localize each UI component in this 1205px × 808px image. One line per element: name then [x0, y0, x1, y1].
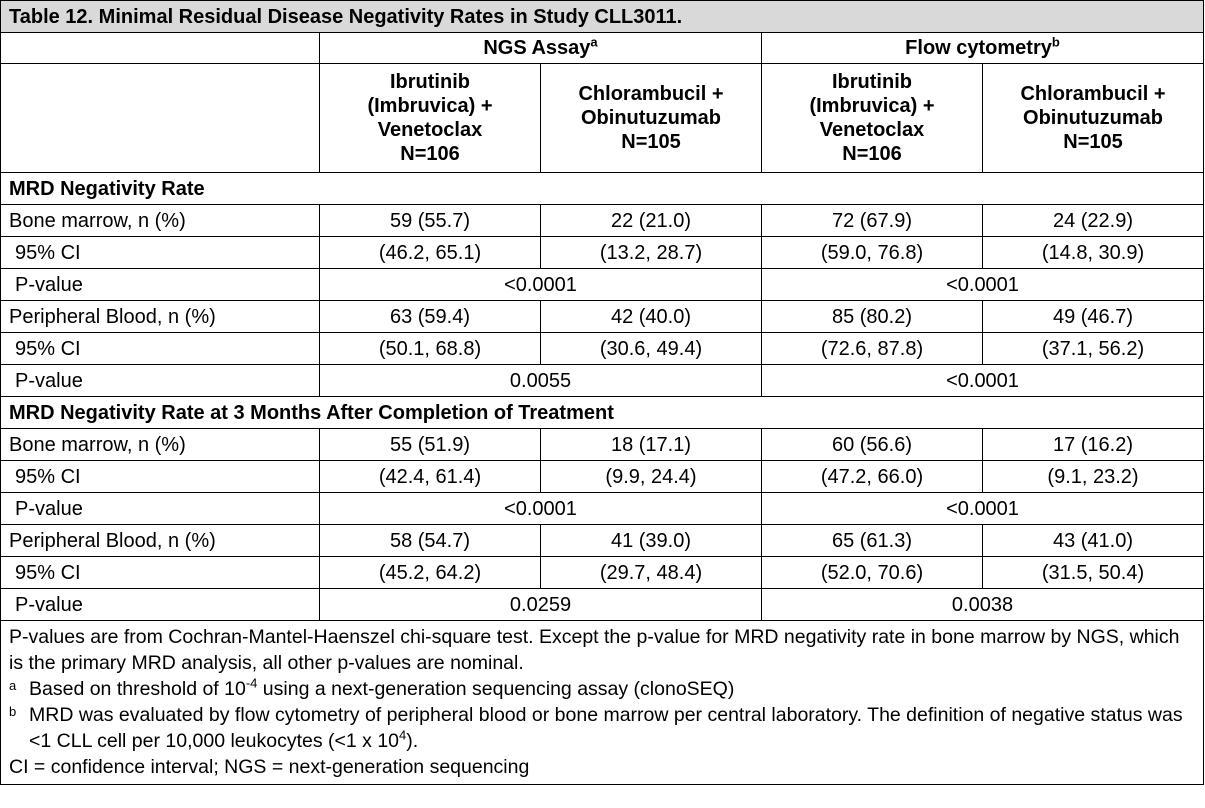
row-label: Bone marrow, n (%)	[1, 205, 320, 237]
table-cell: 85 (80.2)	[762, 301, 983, 333]
column-header-line: Venetoclax	[819, 119, 925, 141]
table-cell: 49 (46.7)	[983, 301, 1204, 333]
table-row	[1, 269, 1204, 301]
pvalue-cell: 0.0259	[320, 589, 762, 621]
table-cell: 65 (61.3)	[762, 525, 983, 557]
table-cell: (45.2, 64.2)	[320, 557, 541, 589]
group-label: Flow cytometry	[905, 37, 1052, 59]
table-row	[1, 205, 1204, 237]
table-cell: 59 (55.7)	[320, 205, 541, 237]
table-cell: 41 (39.0)	[541, 525, 762, 557]
table-cell: 42 (40.0)	[541, 301, 762, 333]
table-cell: 22 (21.0)	[541, 205, 762, 237]
row-label: P-value	[1, 589, 320, 621]
table-cell: (30.6, 49.4)	[541, 333, 762, 365]
table-row	[1, 493, 1204, 525]
exponent: 4	[399, 727, 407, 743]
footnote-marker: b	[9, 704, 17, 719]
column-header-line: Venetoclax	[377, 119, 483, 141]
column-header-line: N=105	[1063, 131, 1123, 153]
section-header: MRD Negativity Rate at 3 Months After Completion of Treatment	[1, 397, 1204, 429]
row-label: 95% CI	[1, 237, 320, 269]
pvalue-cell: 0.0055	[320, 365, 762, 397]
table-row	[1, 301, 1204, 333]
row-label: P-value	[1, 269, 320, 301]
footnote-text: MRD was evaluated by flow cytometry of peripheral blood or bone marrow per central laboratory. The definition of negative status was <1 CLL cell per 10,000 leukocytes (<1 x 10	[29, 704, 1183, 752]
table-cell: (31.5, 50.4)	[983, 557, 1204, 589]
column-header-line: (Imbruvica) +	[809, 95, 935, 117]
group-label: NGS Assay	[483, 37, 591, 59]
group-header-flow	[762, 33, 1204, 64]
row-label: 95% CI	[1, 333, 320, 365]
column-header-line: N=106	[400, 143, 460, 165]
table-title: Table 12. Minimal Residual Disease Negativity Rates in Study CLL3011.	[1, 1, 1204, 33]
column-header-line: Ibrutinib	[390, 71, 470, 93]
header-blank	[1, 33, 320, 64]
column-header	[762, 64, 983, 173]
section-header: MRD Negativity Rate	[1, 173, 1204, 205]
table-cell: (72.6, 87.8)	[762, 333, 983, 365]
table-cell: 60 (56.6)	[762, 429, 983, 461]
column-header	[541, 64, 762, 173]
column-header	[983, 64, 1204, 173]
footnote-marker: a	[9, 678, 17, 693]
table-cell: (9.1, 23.2)	[983, 461, 1204, 493]
table-cell: (47.2, 66.0)	[762, 461, 983, 493]
column-header-line: Chlorambucil +	[1020, 83, 1166, 105]
column-header-line: N=106	[842, 143, 902, 165]
column-header-line: Chlorambucil +	[578, 83, 724, 105]
table-row	[1, 365, 1204, 397]
pvalue-cell: <0.0001	[762, 493, 1204, 525]
column-header-line: Ibrutinib	[832, 71, 912, 93]
footnote-text: using a next-generation sequencing assay (clonoSEQ)	[257, 678, 735, 700]
table-row	[1, 237, 1204, 269]
table-cell: 43 (41.0)	[983, 525, 1204, 557]
row-label: Bone marrow, n (%)	[1, 429, 320, 461]
column-header-line: (Imbruvica) +	[367, 95, 493, 117]
table-footnotes	[1, 621, 1204, 785]
row-label: P-value	[1, 365, 320, 397]
table-cell: 63 (59.4)	[320, 301, 541, 333]
table-cell: (50.1, 68.8)	[320, 333, 541, 365]
table-row	[1, 461, 1204, 493]
pvalue-cell: <0.0001	[762, 365, 1204, 397]
table-cell: 18 (17.1)	[541, 429, 762, 461]
table-cell: 58 (54.7)	[320, 525, 541, 557]
abbreviations-note: CI = confidence interval; NGS = next-generation sequencing	[9, 756, 530, 778]
column-header	[320, 64, 541, 173]
pvalue-cell: <0.0001	[762, 269, 1204, 301]
footnote-b	[9, 702, 1195, 754]
row-label: P-value	[1, 493, 320, 525]
table-cell: 17 (16.2)	[983, 429, 1204, 461]
footnote-marker: b	[1051, 34, 1060, 50]
footnote-text: ).	[406, 730, 419, 752]
table-cell: (14.8, 30.9)	[983, 237, 1204, 269]
column-header-blank	[1, 64, 320, 173]
pvalue-note: P-values are from Cochran-Mantel-Haenszel chi-square test. Except the p-value for MRD negativity rate in bone marrow by NGS, which is the primary MRD analysis, all other p-values are nominal.	[9, 626, 1180, 674]
exponent: -4	[245, 675, 258, 691]
column-header-line: N=105	[621, 131, 681, 153]
table-row	[1, 525, 1204, 557]
table-cell: (52.0, 70.6)	[762, 557, 983, 589]
row-label: 95% CI	[1, 557, 320, 589]
group-header-ngs	[320, 33, 762, 64]
row-label: Peripheral Blood, n (%)	[1, 301, 320, 333]
table-cell: 72 (67.9)	[762, 205, 983, 237]
footnote-a	[9, 676, 1195, 702]
table-row	[1, 429, 1204, 461]
pvalue-cell: <0.0001	[320, 269, 762, 301]
table-cell: 24 (22.9)	[983, 205, 1204, 237]
table-cell: (59.0, 76.8)	[762, 237, 983, 269]
pvalue-cell: 0.0038	[762, 589, 1204, 621]
table-cell: (29.7, 48.4)	[541, 557, 762, 589]
table-row	[1, 333, 1204, 365]
table-cell: (42.4, 61.4)	[320, 461, 541, 493]
pvalue-cell: <0.0001	[320, 493, 762, 525]
footnote-text: Based on threshold of 10	[29, 678, 246, 700]
column-header-line: Obinutuzumab	[1023, 107, 1163, 129]
table-row	[1, 589, 1204, 621]
footnote-marker: a	[590, 34, 598, 50]
table-cell: (13.2, 28.7)	[541, 237, 762, 269]
table-row	[1, 557, 1204, 589]
table-cell: (46.2, 65.1)	[320, 237, 541, 269]
row-label: Peripheral Blood, n (%)	[1, 525, 320, 557]
table-cell: 55 (51.9)	[320, 429, 541, 461]
row-label: 95% CI	[1, 461, 320, 493]
column-header-line: Obinutuzumab	[581, 107, 721, 129]
table-cell: (9.9, 24.4)	[541, 461, 762, 493]
table-cell: (37.1, 56.2)	[983, 333, 1204, 365]
